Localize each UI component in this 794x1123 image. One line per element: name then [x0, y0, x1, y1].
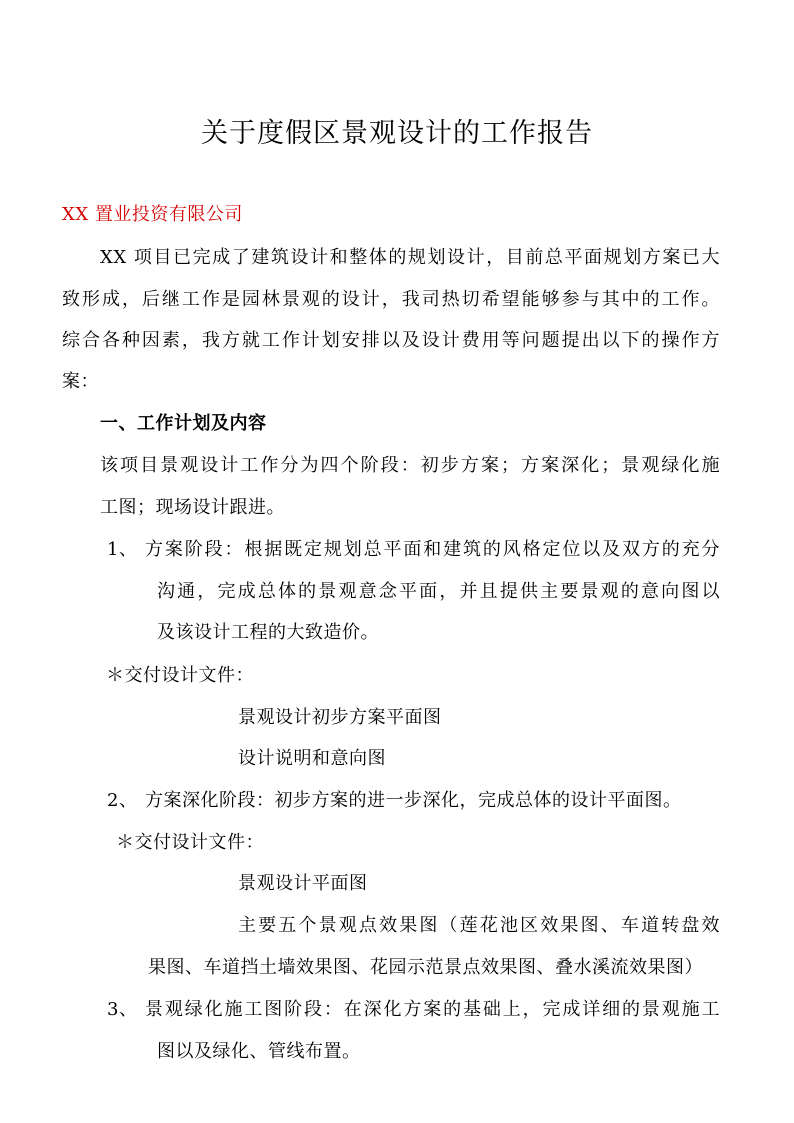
stage-1-deliverable-1: 景观设计初步方案平面图 — [238, 707, 442, 728]
stage-3-line-1: 景观绿化施工图阶段：在深化方案的基础上，完成详细的景观施工 — [145, 999, 720, 1020]
stage-2-deliverable-1: 景观设计平面图 — [238, 873, 368, 894]
stage-1-line-1: 方案阶段：根据既定规划总平面和建筑的风格定位以及双方的充分 — [145, 539, 720, 560]
stage-3-line-2: 图以及绿化、管线布置。 — [157, 1041, 361, 1062]
stage-1-number: 1、 — [107, 539, 138, 560]
stage-3-number: 3、 — [107, 999, 138, 1020]
stage-1-line-3: 及该设计工程的大致造价。 — [157, 622, 379, 643]
intro-line-3: 综合各种因素，我方就工作计划安排以及设计费用等问题提出以下的操作方 — [62, 330, 720, 351]
stage-2-line-1: 方案深化阶段：初步方案的进一步深化，完成总体的设计平面图。 — [145, 790, 682, 811]
intro-line-4: 案： — [62, 371, 99, 392]
section-intro-line-2: 工图；现场设计跟进。 — [100, 497, 285, 518]
stage-2-number: 2、 — [107, 790, 138, 811]
stage-2-deliverable-2-cont: 果图、车道挡土墙效果图、花园示范景点效果图、叠水溪流效果图） — [148, 957, 703, 978]
intro-line-1: XX 项目已完成了建筑设计和整体的规划设计，目前总平面规划方案已大 — [100, 247, 720, 268]
stage-1-deliverable-2: 设计说明和意向图 — [238, 748, 386, 769]
stage-2-deliverables-label: ＊交付设计文件： — [116, 832, 264, 853]
section-heading: 一、工作计划及内容 — [100, 413, 267, 434]
section-intro-line-1: 该项目景观设计工作分为四个阶段：初步方案；方案深化；景观绿化施 — [100, 455, 720, 476]
stage-1-line-2: 沟通，完成总体的景观意念平面，并且提供主要景观的意向图以 — [157, 581, 720, 602]
document-title: 关于度假区景观设计的工作报告 — [201, 118, 593, 149]
stage-1-deliverables-label: ＊交付设计文件： — [106, 665, 254, 686]
company-name: XX 置业投资有限公司 — [62, 204, 243, 225]
intro-line-2: 致形成，后继工作是园林景观的设计，我司热切希望能够参与其中的工作。 — [62, 289, 720, 310]
stage-2-deliverable-2: 主要五个景观点效果图（莲花池区效果图、车道转盘效 — [238, 915, 720, 936]
